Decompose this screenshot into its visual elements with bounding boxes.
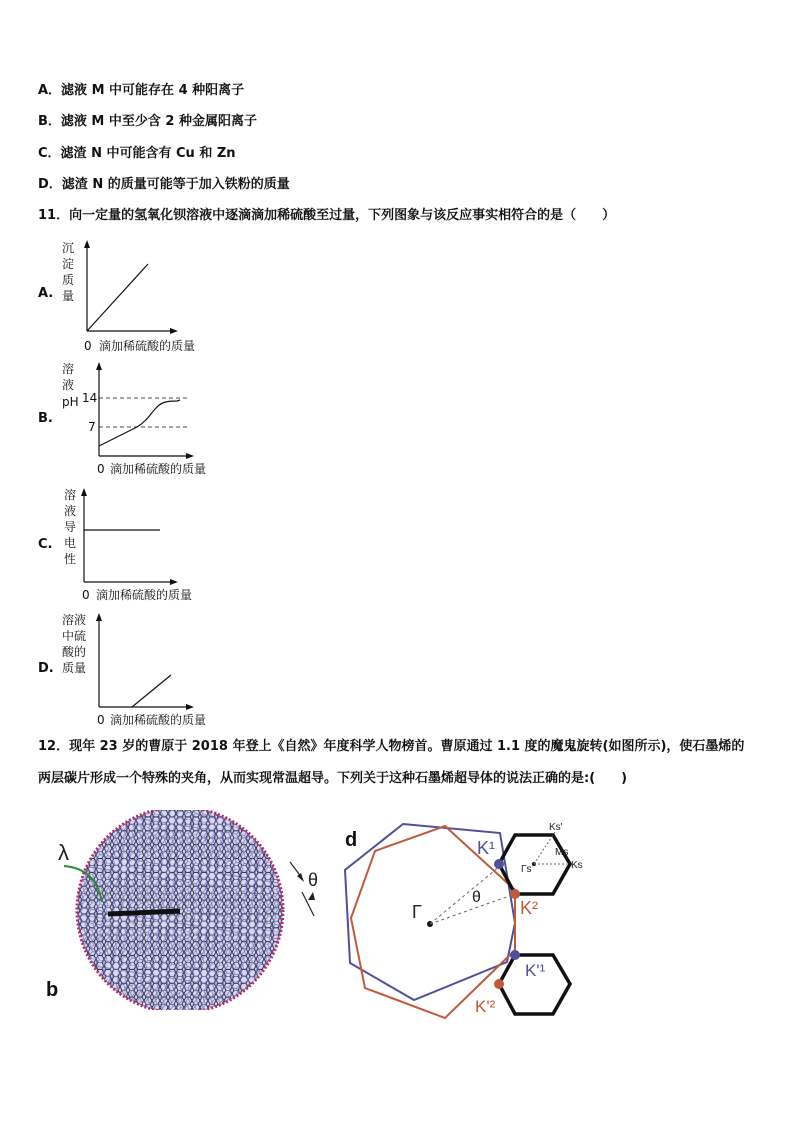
q11-graph-b bbox=[62, 359, 232, 485]
graph-c-ylabel-3: 导 bbox=[64, 520, 77, 534]
q11-graph-c-letter: C. bbox=[38, 537, 53, 552]
figure-d-k1-point bbox=[494, 859, 504, 869]
graph-b-origin: 0 bbox=[97, 462, 105, 476]
figure-d-kp2-point bbox=[494, 979, 504, 989]
graph-b-ylabel-2: 液 bbox=[62, 378, 75, 392]
figure-d-gamma: Γ bbox=[412, 902, 422, 922]
q10-option-b: B．滤液 M 中至少含 2 种金属阳离子 bbox=[38, 114, 257, 129]
graph-c-ylabel-4: 电 bbox=[64, 536, 77, 550]
figure-d-ks-prime: Ks' bbox=[549, 822, 563, 833]
figure-b-lambda: λ bbox=[58, 840, 69, 865]
graph-b-xlabel: 滴加稀硫酸的质量 bbox=[110, 462, 207, 476]
figure-b-graphene bbox=[40, 810, 330, 1014]
graph-a-ylabel-2: 淀 bbox=[62, 257, 75, 271]
graph-a-ylabel-3: 质 bbox=[62, 273, 75, 287]
q11-graph-b-letter: B. bbox=[38, 411, 53, 426]
graph-d-ylabel-2: 中硫 bbox=[62, 629, 87, 643]
graph-c-origin: 0 bbox=[82, 588, 90, 602]
figure-d-k1: K¹ bbox=[477, 838, 495, 858]
graph-d-ylabel-3: 酸的 bbox=[62, 645, 87, 659]
graph-c-ylabel-1: 溶 bbox=[64, 488, 77, 502]
figure-d-k2-point bbox=[510, 889, 520, 899]
graph-b-ylabel-3: pH bbox=[62, 395, 79, 409]
graph-a-curve bbox=[87, 264, 148, 331]
q12-line-1: 12．现年 23 岁的曹原于 2018 年登上《自然》年度科学人物榜首。曹原通过 1.1 度的魔鬼旋转(如图所示)，使石墨烯的 bbox=[38, 739, 745, 754]
graph-b-tick-7: 7 bbox=[88, 420, 96, 434]
figure-d-label: d bbox=[345, 829, 358, 851]
graph-c-ylabel-2: 液 bbox=[64, 504, 77, 518]
graph-d-origin: 0 bbox=[97, 713, 105, 727]
q11-graph-a bbox=[62, 238, 232, 362]
q11-graph-d-letter: D. bbox=[38, 661, 54, 676]
figure-d-kp1: K'¹ bbox=[525, 961, 546, 980]
figure-d-ks: Ks bbox=[571, 860, 583, 871]
graph-c-ylabel-5: 性 bbox=[64, 552, 77, 566]
figure-d-ms: Ms bbox=[555, 847, 569, 858]
graph-d-xlabel: 滴加稀硫酸的质量 bbox=[110, 713, 207, 727]
graph-a-ylabel-4: 量 bbox=[62, 289, 75, 303]
figure-d-kp2: K'² bbox=[475, 997, 496, 1016]
graph-a-origin: 0 bbox=[84, 339, 92, 353]
graph-d-curve bbox=[132, 675, 171, 707]
figure-d-brillouin bbox=[335, 810, 595, 1026]
q12-line-2: 两层碳片形成一个特殊的夹角，从而实现常温超导。下列关于这种石墨烯超导体的说法正确的是:( ) bbox=[38, 771, 628, 786]
graph-b-tick-14: 14 bbox=[82, 391, 98, 405]
q11-graph-d bbox=[62, 610, 232, 736]
figure-d-kp1-point bbox=[510, 950, 520, 960]
figure-b-theta: θ bbox=[308, 870, 319, 890]
graph-b-curve bbox=[99, 400, 180, 446]
figure-d-k2: K² bbox=[520, 898, 538, 918]
graph-d-ylabel-4: 质量 bbox=[62, 661, 87, 675]
q10-option-a: A．滤液 M 中可能存在 4 种阳离子 bbox=[38, 83, 245, 98]
q11-stem: 11．向一定量的氢氧化钡溶液中逐滴滴加稀硫酸至过量，下列图象与该反应事实相符合的是（ ） bbox=[38, 208, 616, 223]
q11-graph-a-letter: A. bbox=[38, 286, 54, 301]
figure-d-gamma-s: Γs bbox=[521, 864, 532, 875]
graph-c-xlabel: 滴加稀硫酸的质量 bbox=[96, 588, 193, 602]
graph-d-ylabel-1: 溶液 bbox=[62, 613, 87, 627]
graph-b-ylabel-1: 溶 bbox=[62, 362, 75, 376]
figure-b-bar bbox=[108, 911, 180, 914]
q10-option-d: D．滤渣 N 的质量可能等于加入铁粉的质量 bbox=[38, 177, 290, 192]
graph-a-ylabel-1: 沉 bbox=[62, 241, 75, 255]
q10-option-c: C．滤渣 N 中可能含有 Cu 和 Zn bbox=[38, 146, 236, 161]
figure-b-label: b bbox=[46, 979, 59, 1001]
q11-graph-c bbox=[62, 485, 232, 611]
figure-d-theta: θ bbox=[472, 889, 481, 906]
graph-a-xlabel: 滴加稀硫酸的质量 bbox=[99, 339, 196, 353]
